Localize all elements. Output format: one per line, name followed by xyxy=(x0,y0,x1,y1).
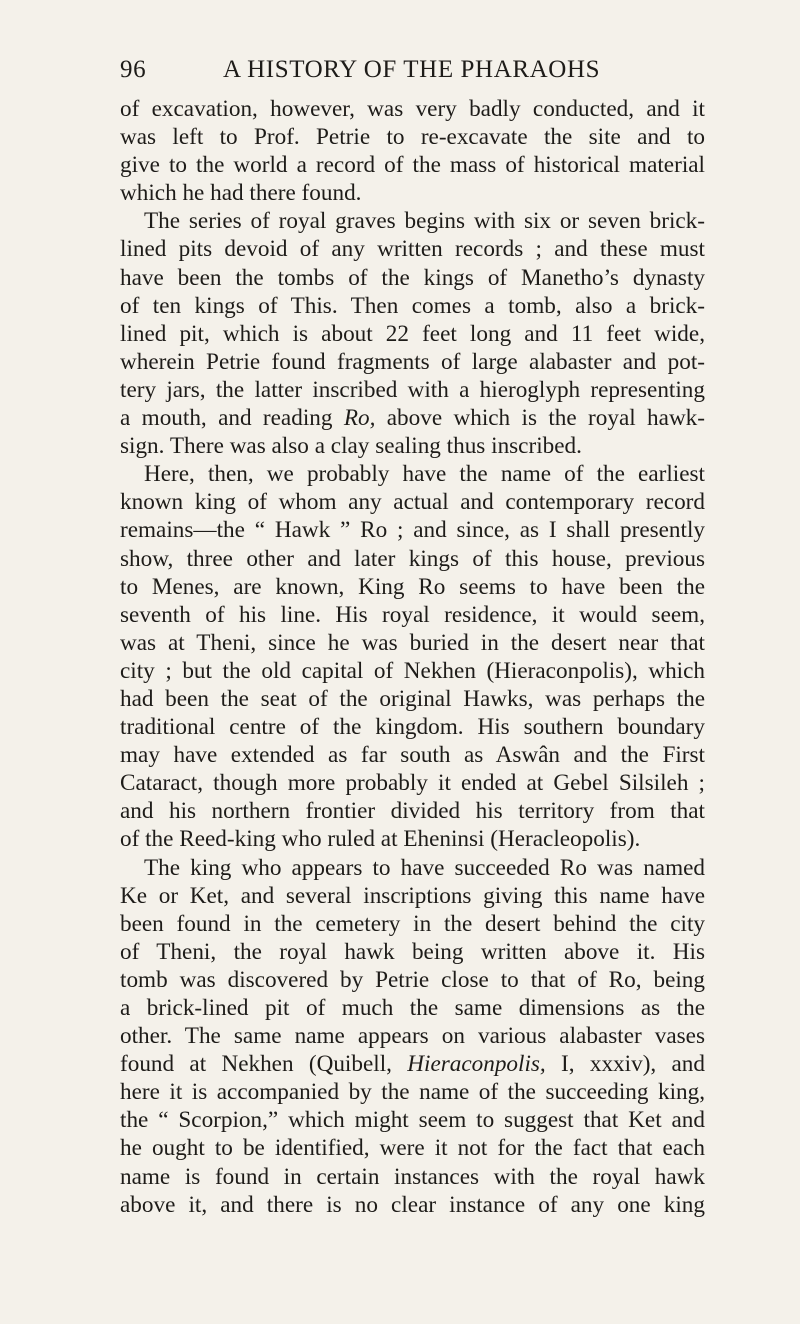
text-line: may have extended as far south as Aswân and the First xyxy=(120,742,705,769)
text-line: traditional centre of the kingdom. His southern boundary xyxy=(120,714,705,741)
text-line: seventh of his line. His royal residence, it would seem, xyxy=(120,601,705,628)
text-run: I, xxxiv), and xyxy=(545,1051,705,1078)
text-line: lined pits devoid of any written records ; and these must xyxy=(120,236,705,263)
text-line: to Menes, are known, King Ro seems to have been the xyxy=(120,573,705,600)
text-line: Here, then, we probably have the name of the earliest xyxy=(144,461,705,488)
text-line: tomb was discovered by Petrie close to that of Ro, being xyxy=(120,966,705,993)
text-line: wherein Petrie found fragments of large alabaster and pot- xyxy=(120,348,705,375)
text-run: found at Nekhen (Quibell, xyxy=(120,1051,408,1078)
text-line: of Theni, the royal hawk being written above it. His xyxy=(120,938,705,965)
text-line: was left to Prof. Petrie to re-excavate the site and to xyxy=(120,124,705,151)
text-line: he ought to be identified, were it not for the fact that each xyxy=(120,1135,705,1162)
body-text xyxy=(120,95,705,1219)
text-run: above which is the royal hawk- xyxy=(375,405,705,432)
text-line: have been the tombs of the kings of Manetho’s dynasty xyxy=(120,264,705,291)
text-line: of the Reed-king who ruled at Eheninsi (Heracleopolis). xyxy=(120,826,641,853)
text-line xyxy=(120,1050,705,1078)
text-line xyxy=(120,404,705,432)
text-line: Cataract, though more probably it ended at Gebel Silsileh ; xyxy=(120,770,705,797)
text-line: city ; but the old capital of Nekhen (Hieraconpolis), which xyxy=(120,657,705,684)
running-title: A HISTORY OF THE PHARAOHS xyxy=(223,56,601,83)
text-line: show, three other and later kings of this house, previous xyxy=(120,545,705,572)
text-line: above it, and there is no clear instance of any one king xyxy=(120,1191,705,1218)
page-number: 96 xyxy=(120,56,147,83)
text-line: other. The same name appears on various alabaster vases xyxy=(120,1023,705,1050)
text-line: Ke or Ket, and several inscriptions giving this name have xyxy=(120,882,705,909)
running-head xyxy=(120,56,700,94)
text-line: tery jars, the latter inscribed with a hieroglyph representing xyxy=(120,376,705,403)
text-line: known king of whom any actual and contemporary record xyxy=(120,489,705,516)
text-line: had been the seat of the original Hawks, was perhaps the xyxy=(120,685,705,712)
italic-run: Hieraconpolis, xyxy=(407,1051,546,1078)
text-line: been found in the cemetery in the desert behind the city xyxy=(120,910,705,937)
text-line: the “ Scorpion,” which might seem to suggest that Ket and xyxy=(120,1107,705,1134)
text-line: lined pit, which is about 22 feet long and 11 feet wide, xyxy=(120,320,705,347)
text-line: a brick-lined pit of much the same dimensions as the xyxy=(120,995,705,1021)
text-line: here it is accompanied by the name of the succeeding king, xyxy=(120,1079,705,1106)
text-line: which he had there found. xyxy=(120,180,362,207)
text-line: was at Theni, since he was buried in the desert near that xyxy=(120,629,705,656)
text-line: of ten kings of This. Then comes a tomb, also a brick- xyxy=(120,292,705,319)
text-line: The king who appears to have succeeded Ro was named xyxy=(144,854,705,881)
text-line: remains—the “ Hawk ” Ro ; and since, as I shall presently xyxy=(120,517,705,544)
text-line: The series of royal graves begins with six or seven brick- xyxy=(144,208,705,235)
text-line: give to the world a record of the mass of historical material xyxy=(120,152,705,179)
text-line: name is found in certain instances with the royal hawk xyxy=(120,1163,705,1190)
italic-run: Ro, xyxy=(343,405,376,432)
text-run: a mouth, and reading xyxy=(120,405,344,432)
text-line: sign. There was also a clay sealing thus inscribed. xyxy=(120,433,582,460)
text-line: and his northern frontier divided his territory from that xyxy=(120,798,705,825)
text-line: of excavation, however, was very badly conducted, and it xyxy=(120,96,705,122)
